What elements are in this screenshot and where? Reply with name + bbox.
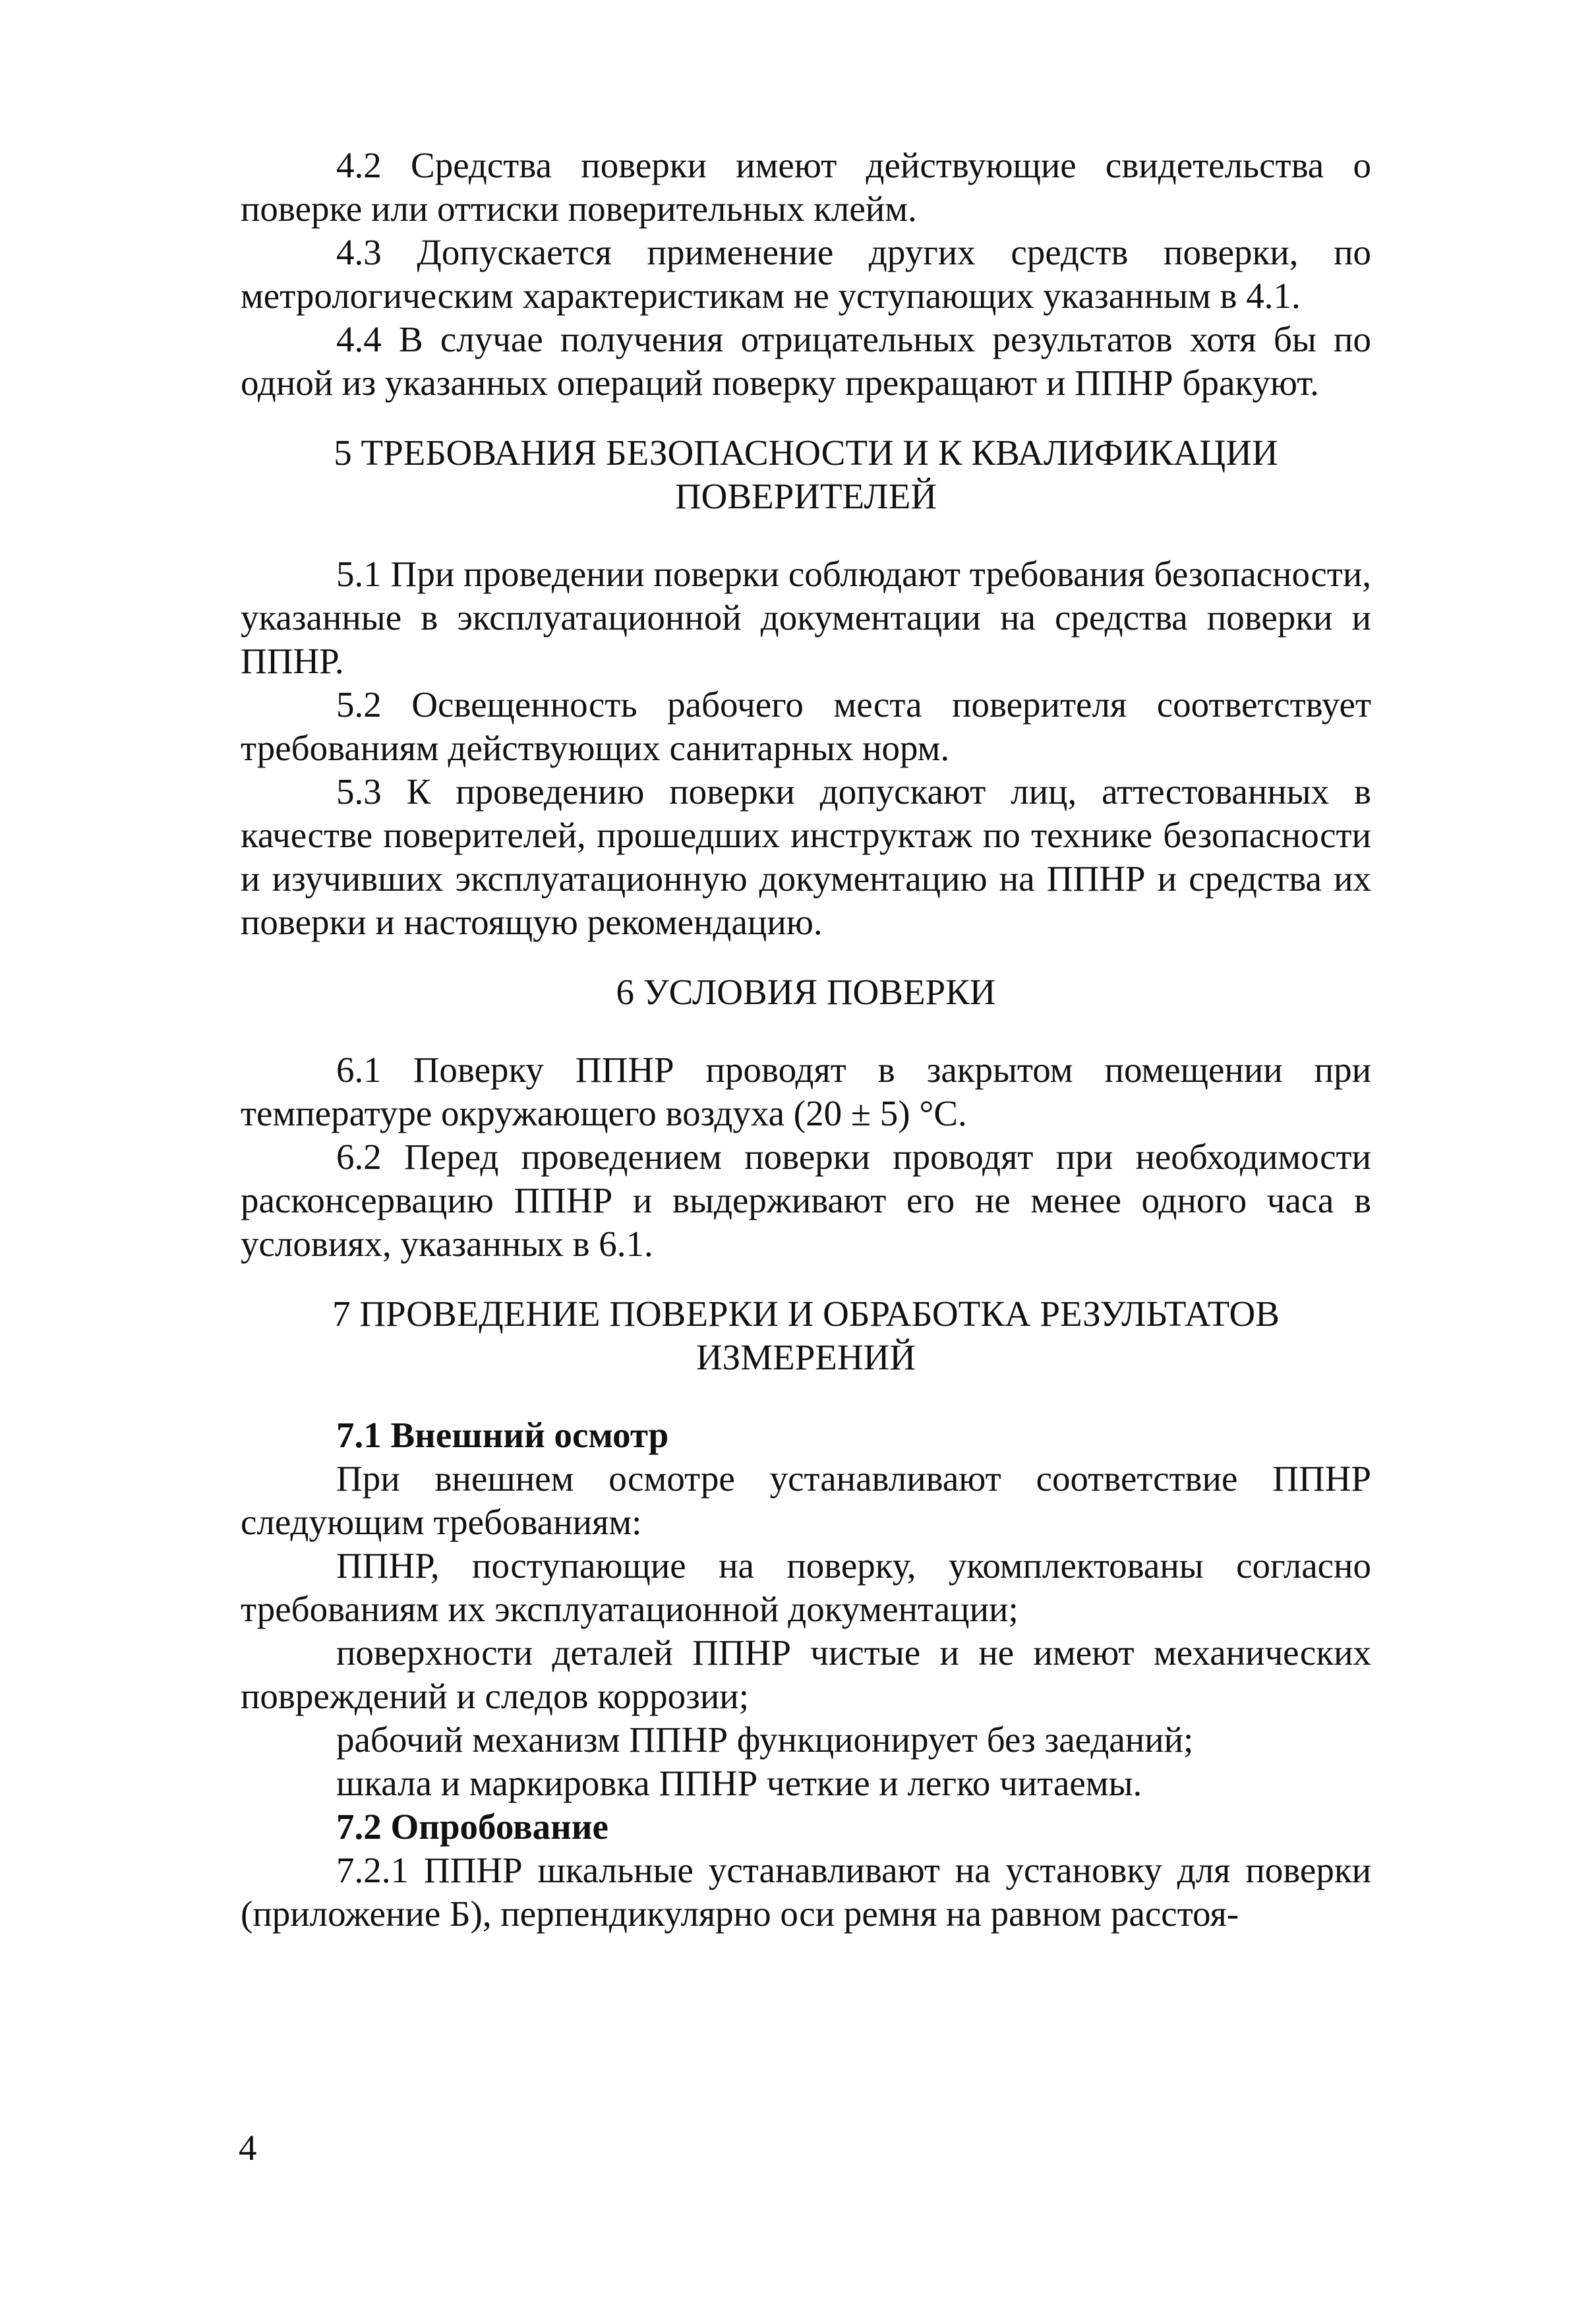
paragraph-5-1: 5.1 При проведении поверки соблюдают требования безопасности, указанные в эксплуатационной документации на средства поверки и ППНР. — [241, 554, 1371, 681]
page-content — [241, 144, 1371, 1936]
section-7-heading-line1: 7 ПРОВЕДЕНИЕ ПОВЕРКИ И ОБРАБОТКА РЕЗУЛЬТАТОВ — [332, 1294, 1280, 1334]
section-7-heading-line2: ИЗМЕРЕНИЙ — [695, 1337, 916, 1377]
paragraph-7-1-requirement-c: рабочий механизм ППНР функционирует без заеданий; — [336, 1719, 1194, 1760]
paragraph-4-2: 4.2 Средства поверки имеют действующие свидетельства о поверке или оттиски поверительных клейм. — [241, 145, 1371, 229]
paragraph-5-3: 5.3 К проведению поверки допускают лиц, аттестованных в качестве поверителей, прошедших инструктаж по технике безопасности и изучивших эксплуатационную документацию на ППНР и средства их поверки и настоящую рекомендацию. — [241, 771, 1371, 942]
spacer — [241, 405, 1371, 431]
subsection-7-2-title: 7.2 Опробование — [336, 1806, 608, 1847]
spacer — [241, 518, 1371, 552]
paragraph-6-2: 6.2 Перед проведением поверки проводят при необходимости расконсервацию ППНР и выдерживают его не менее одного часа в условиях, указанных в 6.1. — [241, 1137, 1371, 1264]
section-6-heading: 6 УСЛОВИЯ ПОВЕРКИ — [616, 972, 996, 1012]
section-7-heading — [241, 1292, 1371, 1379]
paragraph-7-1-intro: При внешнем осмотре устанавливают соответствие ППНР следующим требованиям: — [241, 1458, 1371, 1542]
paragraph-4-4: 4.4 В случае получения отрицательных результатов хотя бы по одной из указанных операций поверку прекращают и ППНР бракуют. — [241, 319, 1371, 403]
paragraph-7-1-requirement-a: ППНР, поступающие на поверку, укомплектованы согласно требованиям их эксплуатационной документации; — [241, 1545, 1371, 1629]
spacer — [241, 1379, 1371, 1414]
paragraph-7-1-requirement-b: поверхности деталей ППНР чистые и не имеют механических повреждений и следов коррозии; — [241, 1632, 1371, 1716]
spacer — [241, 1014, 1371, 1048]
paragraph-7-1-requirement-d: шкала и маркировка ППНР четкие и легко читаемы. — [336, 1763, 1142, 1803]
paragraph-6-1: 6.1 Поверку ППНР проводят в закрытом помещении при температуре окружающего воздуха (20 ± 5) °С. — [241, 1050, 1371, 1133]
paragraph-4-3: 4.3 Допускается применение других средств поверки, по метрологическим характеристикам не уступающих указанным в 4.1. — [241, 232, 1371, 316]
section-5-heading-line1: 5 ТРЕБОВАНИЯ БЕЗОПАСНОСТИ И К КВАЛИФИКАЦИИ — [334, 433, 1278, 473]
paragraph-7-2-1: 7.2.1 ППНР шкальные устанавливают на установку для поверки (приложение Б), перпендикулярно оси ремня на равном расстоя- — [241, 1850, 1371, 1934]
paragraph-5-2: 5.2 Освещенность рабочего места поверителя соответствует требованиям действующих санитарных норм. — [241, 684, 1371, 768]
spacer — [241, 1266, 1371, 1292]
section-5-heading-line2: ПОВЕРИТЕЛЕЙ — [674, 476, 937, 516]
page-number: 4 — [239, 2128, 257, 2168]
spacer — [241, 944, 1371, 970]
section-5-heading — [241, 431, 1371, 518]
subsection-7-1-title: 7.1 Внешний осмотр — [336, 1415, 669, 1455]
